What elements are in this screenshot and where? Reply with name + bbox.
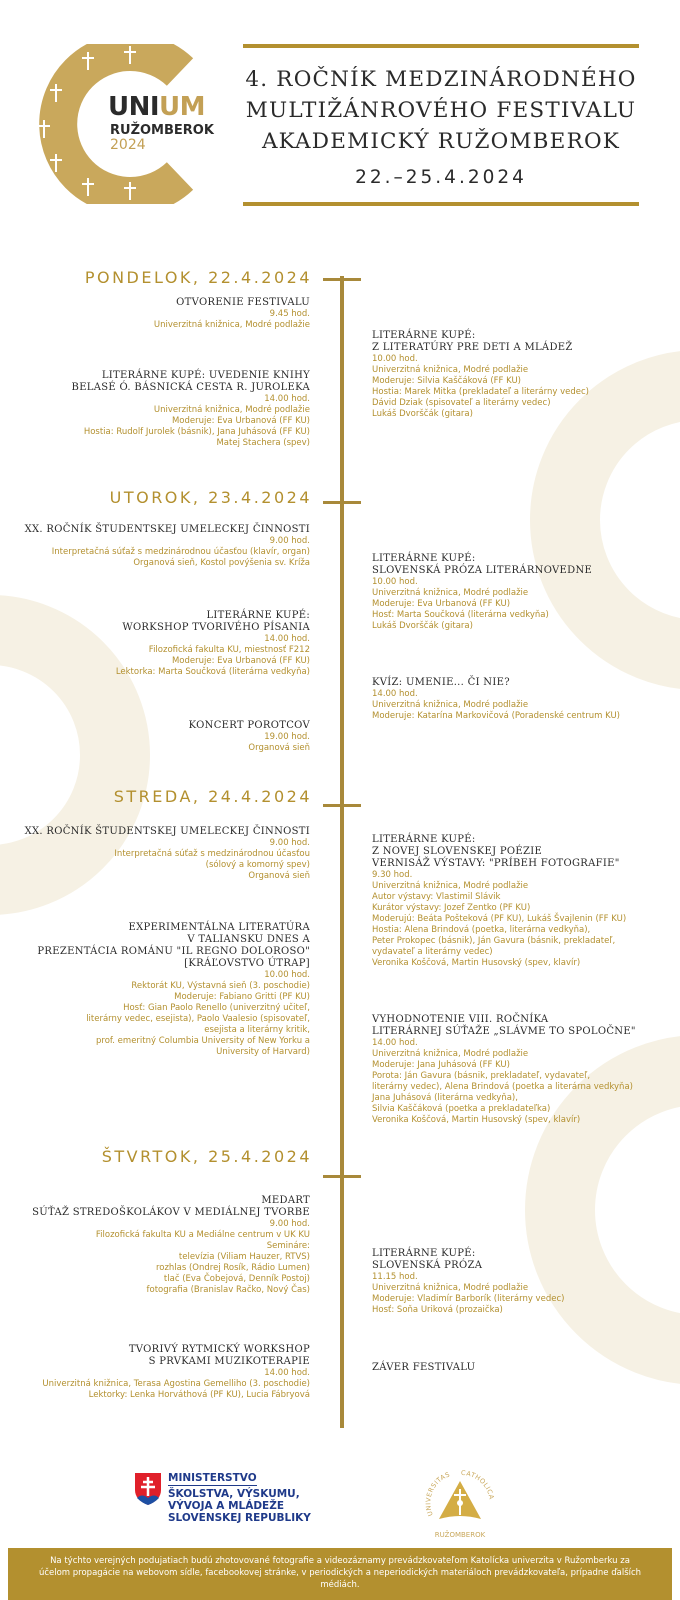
- event-detail: Univerzitná knižnica, Modré podlažie: [153, 320, 310, 330]
- event-title: LITERÁRNE KUPÉ: UVEDENIE KNIHY: [101, 370, 310, 381]
- event-block: [154, 297, 310, 331]
- event-detail: 9.30 hod.: [372, 870, 413, 880]
- event-block: [116, 610, 310, 678]
- event-detail: Dávid Dziak (spisovateľ a literárny vedec): [372, 398, 551, 408]
- event-block: [372, 1362, 475, 1374]
- event-detail: Hostia: Alena Brindová (poetka, literárna vedkyňa),: [372, 925, 591, 935]
- event-detail: Lektorky: Lenka Horváthová (PF KU), Lucia Fábryová: [88, 1390, 310, 1400]
- event-title: VERNISÁŽ VÝSTAVY: "PRÍBEH FOTOGRAFIE": [372, 858, 620, 869]
- event-title: TVORIVÝ RYTMICKÝ WORKSHOP: [128, 1344, 310, 1355]
- event-detail: Lukáš Dvorščák (gitara): [372, 621, 473, 631]
- event-detail: 14.00 hod.: [264, 394, 310, 404]
- logo-city: RUŽOMBEROK: [110, 123, 214, 138]
- event-detail: literárny vedec), Alena Brindová (poetka a literárna vedkyňa): [372, 1082, 633, 1092]
- event-title: LITERÁRNE KUPÉ:: [372, 553, 476, 564]
- event-detail: Rektorát KU, Výstavná sieň (3. poschodie): [131, 981, 310, 991]
- festival-dates: 22.–25.4.2024: [355, 167, 527, 188]
- event-title: ZÁVER FESTIVALU: [372, 1362, 476, 1373]
- event-detail: Filozofická fakulta KU a Mediálne centrum v UK KU: [95, 1230, 310, 1240]
- event-block: [42, 1344, 310, 1401]
- event-detail: Univerzitná knižnica, Modré podlažie: [372, 1283, 529, 1293]
- event-title: VYHODNOTENIE VIII. ROČNÍKA: [372, 1014, 549, 1025]
- timeline-tick: [323, 278, 361, 281]
- ministry-line: MINISTERSTVO: [168, 1472, 257, 1484]
- event-detail: (sólový a komorný spev): [205, 860, 310, 870]
- event-detail: Moderuje: Jana Juhásová (FF KU): [372, 1060, 510, 1070]
- event-detail: Organová sieň: [248, 743, 310, 753]
- event-detail: Lukáš Dvorščák (gitara): [372, 409, 473, 419]
- header-top-rule: [243, 44, 639, 48]
- event-title: Z NOVEJ SLOVENSKEJ POÉZIE: [372, 846, 543, 857]
- event-block: [25, 826, 310, 882]
- event-title: MEDART: [261, 1195, 310, 1206]
- day-heading: STREDA, 24.4.2024: [113, 787, 312, 806]
- event-detail: fotografia (Branislav Račko, Nový Čas): [146, 1285, 310, 1295]
- event-block: [372, 677, 620, 722]
- event-title: OTVORENIE FESTIVALU: [176, 297, 310, 308]
- event-title: XX. ROČNÍK ŠTUDENTSKEJ UMELECKEJ ČINNOSTI: [24, 524, 310, 535]
- event-block: [25, 524, 310, 569]
- event-detail: Moderuje: Vladimír Barborík (literárny vedec): [372, 1294, 565, 1304]
- event-detail: literárny vedec, esejista), Paolo Vaalesio (spisovateľ,: [86, 1014, 310, 1024]
- event-detail: Univerzitná knižnica, Modré podlažie: [372, 700, 529, 710]
- event-title: S PRVKAMI MUZIKOTERAPIE: [148, 1356, 310, 1367]
- event-detail: 9.00 hod.: [269, 838, 310, 848]
- event-detail: Interpretačná súťaž s medzinárodnou účasťou: [114, 849, 310, 859]
- unium-logo: [30, 44, 220, 204]
- timeline-tick: [323, 1175, 361, 1178]
- logo-bottom-text: RUŽOMBEROK: [434, 1531, 486, 1539]
- event-detail: Univerzitná knižnica, Modré podlažie: [372, 1049, 529, 1059]
- ministry-name: [168, 1472, 311, 1524]
- day-heading: ŠTVRTOK, 25.4.2024: [101, 1147, 312, 1166]
- timeline-tick: [323, 501, 361, 504]
- festival-title: 4. ROČNÍK MEDZINÁRODNÉHO MULTIŽÁNROVÉHO FESTIVALU AKADEMICKÝ RUŽOMBEROK: [245, 67, 637, 154]
- event-block: [37, 922, 310, 1058]
- event-detail: 14.00 hod.: [372, 1038, 418, 1048]
- ministry-line: SLOVENSKEJ REPUBLIKY: [168, 1512, 311, 1524]
- event-title: LITERÁRNEJ SÚŤAŽE „SLÁVME TO SPOLOČNE": [372, 1026, 636, 1037]
- day-heading: PONDELOK, 22.4.2024: [84, 268, 312, 287]
- event-detail: 10.00 hod.: [372, 577, 418, 587]
- logo-arc-left: UNIVERSITAS: [424, 1470, 452, 1518]
- event-title: SLOVENSKÁ PRÓZA: [372, 1260, 483, 1271]
- event-detail: Hostia: Rudolf Jurolek (básnik), Jana Juhásová (FF KU): [83, 427, 310, 437]
- event-detail: 11.15 hod.: [372, 1272, 418, 1282]
- ministry-line: ŠKOLSTVA, VÝSKUMU,: [168, 1488, 300, 1500]
- event-detail: Univerzitná knižnica, Terasa Agostina Gemelliho (3. poschodie): [42, 1379, 310, 1389]
- event-detail: Moderuje: Katarína Markovičová (Poradenské centrum KU): [372, 711, 620, 721]
- event-title: XX. ROČNÍK ŠTUDENTSKEJ UMELECKEJ ČINNOSTI: [24, 826, 310, 837]
- event-detail: Porota: Ján Gavura (básnik, prekladateľ, vydavateľ,: [372, 1071, 591, 1081]
- event-title: LITERÁRNE KUPÉ:: [206, 610, 310, 621]
- event-detail: Interpretačná súťaž s medzinárodnou účasťou (klavír, organ): [51, 547, 310, 557]
- event-detail: Hosť: Marta Součková (literárna vedkyňa): [372, 610, 549, 620]
- logo-year: 2024: [110, 137, 146, 153]
- event-detail: University of Harvard): [216, 1047, 310, 1057]
- event-title: EXPERIMENTÁLNA LITERATÚRA: [128, 922, 310, 933]
- event-detail: rozhlas (Ondrej Rosík, Rádio Lumen): [155, 1263, 310, 1273]
- event-detail: Jana Juhásová (literárna vedkyňa),: [372, 1093, 518, 1103]
- event-block: [372, 553, 592, 632]
- event-detail: 14.00 hod.: [372, 689, 418, 699]
- event-detail: Peter Prokopec (básnik), Ján Gavura (básnik, prekladateľ,: [372, 936, 616, 946]
- event-title: SLOVENSKÁ PRÓZA LITERÁRNOVEDNE: [372, 565, 593, 576]
- event-detail: 9.45 hod.: [269, 309, 310, 319]
- event-detail: 19.00 hod.: [264, 732, 310, 742]
- footer-disclaimer: Na týchto verejných podujatiach budú zhotovované fotografie a videozáznamy prevádzkovateľom Katolícka univerzita v Ružomberku za účelom propagácie na webovom sídle, facebookovej stránke, v periodických a neperiodických materiáloch prevádzkovateľa, prípadne ďalších médiách.: [38, 1556, 642, 1590]
- event-detail: Organová sieň: [248, 871, 310, 881]
- event-detail: Univerzitná knižnica, Modré podlažie: [372, 588, 529, 598]
- event-block: [372, 330, 589, 420]
- event-detail: 14.00 hod.: [264, 1368, 310, 1378]
- event-title: KVÍZ: UMENIE... ČI NIE?: [372, 677, 510, 688]
- event-detail: Semináre:: [266, 1241, 310, 1251]
- timeline-line: [340, 276, 344, 1428]
- event-block: [372, 1248, 564, 1316]
- event-title: [KRÁĽOVSTVO ÚTRAP]: [184, 958, 310, 969]
- event-block: [372, 1014, 636, 1126]
- logo-brand: UNIUM: [108, 92, 206, 122]
- event-detail: Silvia Kaščáková (poetka a prekladateľka): [372, 1104, 551, 1114]
- event-title: LITERÁRNE KUPÉ:: [372, 330, 476, 341]
- event-detail: 10.00 hod.: [372, 354, 418, 364]
- event-detail: 9.00 hod.: [269, 536, 310, 546]
- event-block: [189, 720, 310, 754]
- event-block: [372, 834, 626, 969]
- event-detail: Hosť: Soňa Uriková (prozaička): [372, 1305, 503, 1315]
- event-title: V TALIANSKU DNES A: [187, 934, 310, 945]
- event-detail: Hostia: Marek Mitka (prekladateľ a literárny vedec): [372, 387, 589, 397]
- event-detail: esejista a literárny kritik,: [204, 1025, 310, 1035]
- event-title: LITERÁRNE KUPÉ:: [372, 834, 476, 845]
- event-title: BELASÉ Ó. BÁSNICKÁ CESTA R. JUROLEKA: [71, 382, 310, 393]
- ministry-line: VÝVOJA A MLÁDEŽE: [168, 1500, 285, 1512]
- event-detail: 10.00 hod.: [264, 970, 310, 980]
- ministry-logo: [134, 1472, 334, 1532]
- event-detail: Univerzitná knižnica, Modré podlažie: [153, 405, 310, 415]
- event-title: KONCERT POROTCOV: [188, 720, 310, 731]
- timeline-tick: [323, 804, 361, 807]
- event-detail: Hosť: Gian Paolo Renello (univerzitný učiteľ,: [123, 1003, 310, 1013]
- event-detail: Univerzitná knižnica, Modré podlažie: [372, 365, 529, 375]
- event-detail: Veronika Koščová, Martin Husovský (spev, klavír): [372, 1115, 581, 1125]
- event-title: SÚŤAŽ STREDOŠKOLÁKOV V MEDIÁLNEJ TVORBE: [32, 1207, 310, 1218]
- event-detail: Moderuje: Silvia Kaščáková (FF KU): [372, 376, 522, 386]
- event-detail: Matej Stachera (spev): [216, 438, 310, 448]
- event-detail: vydavateľ a literárny vedec): [372, 947, 493, 957]
- slovak-coat-of-arms-icon: [134, 1472, 162, 1506]
- day-heading: UTOROK, 23.4.2024: [109, 488, 312, 507]
- event-detail: Autor výstavy: Vlastimil Slávik: [372, 892, 501, 902]
- event-title: PREZENTÁCIA ROMÁNU "IL REGNO DOLOROSO": [37, 946, 310, 957]
- event-detail: televízia (Viliam Hauzer, RTVS): [178, 1252, 310, 1262]
- event-title: LITERÁRNE KUPÉ:: [372, 1248, 476, 1259]
- event-detail: Moderuje: Fabiano Gritti (PF KU): [174, 992, 310, 1002]
- event-detail: Univerzitná knižnica, Modré podlažie: [372, 881, 529, 891]
- event-detail: Kurátor výstavy: Jozef Zentko (PF KU): [372, 903, 531, 913]
- event-detail: Moderuje: Eva Urbanová (FF KU): [171, 416, 310, 426]
- event-detail: 14.00 hod.: [264, 634, 310, 644]
- event-detail: Moderujú: Beáta Pošteková (PF KU), Lukáš Švajlenin (FF KU): [372, 914, 627, 924]
- footer-banner: [8, 1548, 672, 1600]
- event-detail: Veronika Koščová, Martin Husovský (spev, klavír): [372, 958, 581, 968]
- event-detail: Organová sieň, Kostol povýšenia sv. Kríža: [133, 558, 310, 568]
- event-detail: tlač (Eva Čobejová, Denník Postoj): [163, 1274, 310, 1284]
- event-detail: Filozofická fakulta KU, miestnosť F212: [148, 645, 310, 655]
- event-block: [72, 370, 310, 449]
- event-title: WORKSHOP TVORIVÉHO PÍSANIA: [122, 622, 310, 633]
- header-bottom-rule: [243, 202, 639, 206]
- event-title: Z LITERATÚRY PRE DETI A MLÁDEŽ: [372, 342, 573, 353]
- event-detail: prof. emeritný Columbia University of New Yorku a: [96, 1036, 310, 1046]
- logo-arc-right: CATHOLICA: [460, 1468, 496, 1501]
- event-block: [32, 1195, 310, 1296]
- event-detail: 9.00 hod.: [269, 1219, 310, 1229]
- event-detail: Moderuje: Eva Urbanová (FF KU): [372, 599, 511, 609]
- event-detail: Lektorka: Marta Součková (literárna vedkyňa): [115, 667, 310, 677]
- catholic-university-logo: [421, 1463, 499, 1545]
- event-detail: Moderuje: Eva Urbanová (FF KU): [171, 656, 310, 666]
